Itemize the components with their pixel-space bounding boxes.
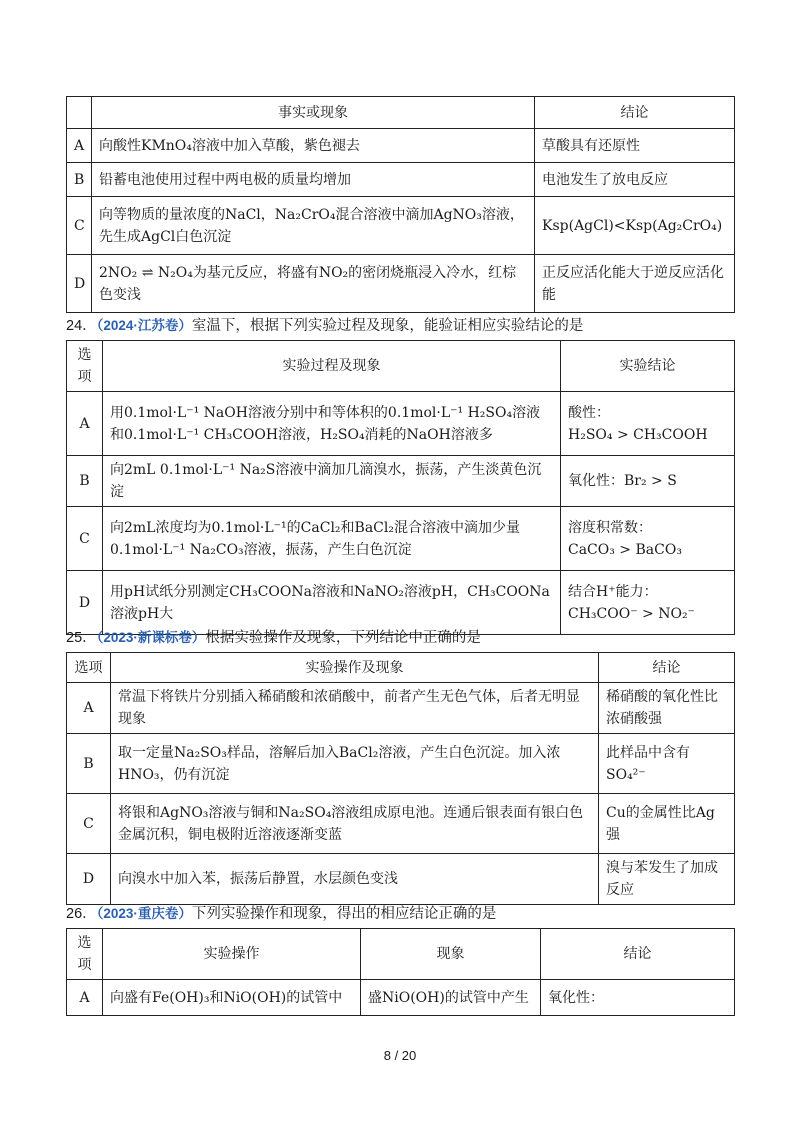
q24-header-conclusion: 实验结论 (561, 341, 735, 392)
operation-cell: 将银和AgNO₃溶液与铜和Na₂SO₄溶液组成原电池。连通后银表面有银白色金属沉积，铜电极附近溶液逐渐变蓝 (111, 794, 599, 854)
process-cell: 向2mL浓度均为0.1mol·L⁻¹的CaCl₂和BaCl₂混合溶液中滴加少量0.1mol·L⁻¹ Na₂CO₃溶液，振荡，产生白色沉淀 (103, 507, 561, 571)
fact-cell: 向等物质的量浓度的NaCl，Na₂CrO₄混合溶液中滴加AgNO₃溶液，先生成AgCl白色沉淀 (92, 197, 535, 255)
conclusion-cell: 此样品中含有SO₄²⁻ (599, 734, 735, 794)
conclusion-cell (561, 456, 735, 507)
q26-header-row (67, 929, 735, 980)
q25-table (66, 652, 735, 905)
q24-row-b (67, 456, 735, 507)
q23-row-b (67, 163, 735, 197)
q25-header-option: 选项 (67, 653, 111, 683)
fact-cell: 2NO₂ ⇌ N₂O₄为基元反应，将盛有NO₂的密闭烧瓶浸入冷水，红棕色变浅 (92, 255, 535, 313)
option-label: D (67, 255, 92, 313)
conclusion-cell: 正反应活化能大于逆反应活化能 (535, 255, 735, 313)
question-stem: 根据实验操作及现象，下列结论中正确的是 (205, 630, 481, 646)
question-number: 24． (66, 318, 97, 334)
fact-cell: 铅蓄电池使用过程中两电极的质量均增加 (92, 163, 535, 197)
q25-header-row (67, 653, 735, 683)
q25-row-a (67, 683, 735, 734)
q26-table (66, 928, 735, 1016)
q25-header-conclusion: 结论 (599, 653, 735, 683)
question-source: （2023·重庆卷） (96, 906, 192, 921)
option-label: C (67, 197, 92, 255)
fact-cell: 向酸性KMnO₄溶液中加入草酸，紫色褪去 (92, 129, 535, 163)
process-cell: 用0.1mol·L⁻¹ NaOH溶液分别中和等体积的0.1mol·L⁻¹ H₂SO₄溶液和0.1mol·L⁻¹ CH₃COOH溶液，H₂SO₄消耗的NaOH溶液多 (103, 392, 561, 456)
q23-header-blank (67, 97, 92, 129)
q24-row-c (67, 507, 735, 571)
conclusion-cell: 溴与苯发生了加成反应 (599, 854, 735, 905)
operation-cell: 向盛有Fe(OH)₃和NiO(OH)的试管中 (103, 980, 361, 1016)
option-label: A (67, 129, 92, 163)
q23-header-fact: 事实或现象 (92, 97, 535, 129)
q24-row-a (67, 392, 735, 456)
conclusion-title: 氧化性： (568, 473, 624, 489)
question-source: （2023·新课标卷） (96, 630, 206, 645)
page-number: 8 / 20 (383, 1048, 417, 1063)
conclusion-cell: Ksp(AgCl)<Ksp(Ag₂CrO₄) (535, 197, 735, 255)
q26-header-operation: 实验操作 (103, 929, 361, 980)
question-stem: 室温下，根据下列实验过程及现象，能验证相应实验结论的是 (191, 318, 584, 334)
q26-header-conclusion: 结论 (541, 929, 735, 980)
q25-row-d (67, 854, 735, 905)
q23-row-d (67, 255, 735, 313)
conclusion-title: 酸性： (568, 404, 610, 421)
conclusion-title: 溶度积常数： (568, 519, 652, 536)
conclusion-cell: 氧化性： (541, 980, 735, 1016)
operation-cell: 向溴水中加入苯，振荡后静置，水层颜色变浅 (111, 854, 599, 905)
phenomenon-cell: 盛NiO(OH)的试管中产生 (361, 980, 541, 1016)
option-label: D (67, 854, 111, 905)
q25-heading (66, 628, 481, 648)
option-label: C (67, 794, 111, 854)
question-source: （2024·江苏卷） (96, 318, 192, 333)
operation-cell: 取一定量Na₂SO₃样品，溶解后加入BaCl₂溶液，产生白色沉淀。加入浓HNO₃，仍有沉淀 (111, 734, 599, 794)
q26-row-a (67, 980, 735, 1016)
conclusion-title: 结合H⁺能力： (568, 583, 658, 600)
process-cell: 用pH试纸分别测定CH₃COONa溶液和NaNO₂溶液pH，CH₃COONa溶液pH大 (103, 571, 561, 635)
conclusion-value: Br₂ > S (624, 473, 677, 489)
option-label: A (67, 683, 111, 734)
option-label: D (67, 571, 103, 635)
question-stem: 下列实验操作和现象，得出的相应结论正确的是 (191, 906, 497, 922)
q26-heading (66, 904, 496, 924)
conclusion-value: CH₃COO⁻ > NO₂⁻ (568, 605, 695, 622)
q24-header-process: 实验过程及现象 (103, 341, 561, 392)
q25-header-operation: 实验操作及现象 (111, 653, 599, 683)
q23-table (66, 96, 735, 313)
process-cell: 向2mL 0.1mol·L⁻¹ Na₂S溶液中滴加几滴溴水，振荡，产生淡黄色沉淀 (103, 456, 561, 507)
q23-row-a (67, 129, 735, 163)
question-number: 25． (66, 630, 97, 646)
q25-row-b (67, 734, 735, 794)
conclusion-cell (561, 571, 735, 635)
conclusion-cell (561, 392, 735, 456)
option-label: C (67, 507, 103, 571)
conclusion-value: H₂SO₄ > CH₃COOH (568, 426, 708, 443)
q24-table (66, 340, 735, 635)
option-label: A (67, 392, 103, 456)
q24-header-row (67, 341, 735, 392)
option-label: A (67, 980, 103, 1016)
q26-header-phenomenon: 现象 (361, 929, 541, 980)
conclusion-value: CaCO₃ > BaCO₃ (568, 541, 682, 558)
operation-cell: 常温下将铁片分别插入稀硝酸和浓硝酸中，前者产生无色气体，后者无明显现象 (111, 683, 599, 734)
option-label: B (67, 456, 103, 507)
conclusion-cell: Cu的金属性比Ag强 (599, 794, 735, 854)
q23-row-c (67, 197, 735, 255)
q24-row-d (67, 571, 735, 635)
q23-header-conclusion: 结论 (535, 97, 735, 129)
option-label: B (67, 734, 111, 794)
q23-header-row (67, 97, 735, 129)
question-number: 26． (66, 906, 97, 922)
conclusion-cell: 稀硝酸的氧化性比浓硝酸强 (599, 683, 735, 734)
option-label: B (67, 163, 92, 197)
conclusion-cell (561, 507, 735, 571)
q24-header-option: 选项 (67, 341, 103, 392)
conclusion-cell: 电池发生了放电反应 (535, 163, 735, 197)
conclusion-cell: 草酸具有还原性 (535, 129, 735, 163)
q26-header-option: 选项 (67, 929, 103, 980)
q24-heading (66, 316, 583, 336)
q25-row-c (67, 794, 735, 854)
